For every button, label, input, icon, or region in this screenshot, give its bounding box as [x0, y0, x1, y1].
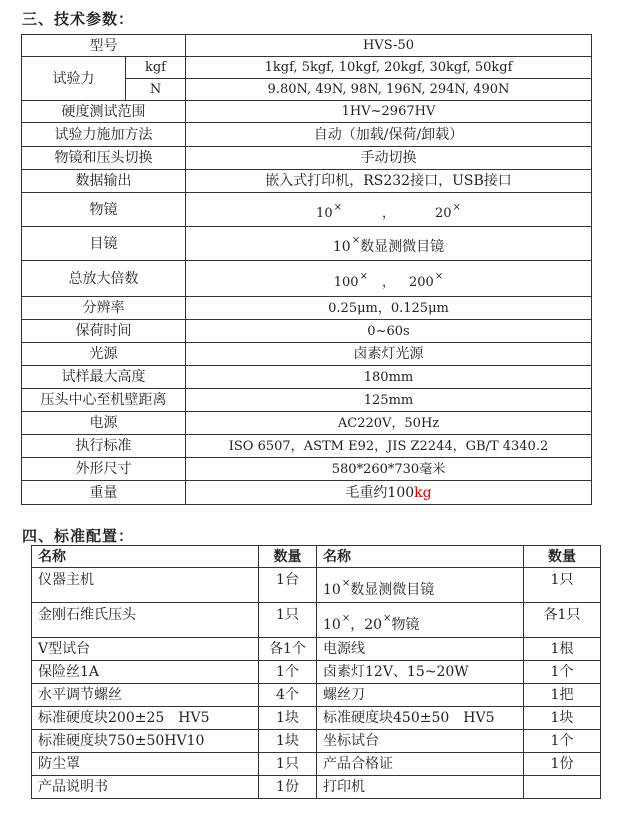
objective-text: 物镜: [391, 617, 420, 633]
spec-unit: N: [126, 79, 186, 101]
config-row: [32, 707, 601, 730]
header-name: 名称: [317, 546, 524, 568]
times-sign: ×: [383, 613, 392, 624]
config-row: [32, 638, 601, 661]
weight-unit: kg: [414, 484, 432, 501]
section4-title: 四、标准配置：: [22, 527, 135, 545]
spec-value: [186, 193, 592, 227]
spec-value: 1kgf, 5kgf, 10kgf, 20kgf, 30kgf, 50kgf: [186, 57, 592, 79]
item-name: [317, 568, 524, 603]
times-sign: ×: [341, 613, 351, 624]
times-sign: ×: [434, 271, 444, 282]
spec-unit: kgf: [126, 57, 186, 79]
config-header-row: [32, 546, 601, 568]
item-qty: 1把: [524, 684, 601, 707]
spec-value: 0.25μm，0.125μm: [186, 297, 592, 320]
item-qty: [524, 776, 601, 799]
spec-value: AC220V，50Hz: [186, 412, 592, 435]
config-row: [32, 661, 601, 684]
spec-row-model: [22, 35, 592, 57]
item-qty: 1只: [524, 568, 601, 603]
item-qty: 各1只: [524, 603, 601, 638]
separator: ，: [381, 206, 395, 221]
item-name: 保险丝1A: [32, 661, 259, 684]
spec-label: 重量: [22, 481, 186, 505]
item-name: 螺丝刀: [317, 684, 524, 707]
config-row: [32, 776, 601, 799]
spec-value: [186, 261, 592, 297]
config-row: [32, 568, 601, 603]
spec-value: 0~60s: [186, 320, 592, 343]
objective-value-1: 10: [316, 206, 333, 221]
item-qty: 1份: [259, 776, 317, 799]
spec-label: 保荷时间: [22, 320, 186, 343]
spec-row-light: [22, 343, 592, 366]
spec-label: 电源: [22, 412, 186, 435]
weight-text: 毛重约100: [345, 484, 415, 501]
times-sign: ×: [351, 234, 361, 246]
spec-value: 嵌入式打印机，RS232接口，USB接口: [186, 170, 592, 193]
spec-label: 外形尺寸: [22, 458, 186, 481]
spec-row-weight: [22, 481, 592, 505]
item-name: 打印机: [317, 776, 524, 799]
spec-row-magnification: [22, 261, 592, 297]
item-name: 标准硬度块200±25 HV5: [32, 707, 259, 730]
spec-label: 物镜和压头切换: [22, 147, 186, 170]
magnification-value-1: 100: [333, 275, 359, 290]
spec-value: [186, 227, 592, 261]
magnification-value-2: 200: [409, 275, 434, 290]
spec-label: 试样最大高度: [22, 366, 186, 389]
item-qty: 1块: [259, 730, 317, 753]
spec-value: ISO 6507，ASTM E92，JIS Z2244，GB/T 4340.2: [186, 435, 592, 458]
config-row: [32, 684, 601, 707]
spec-label: 物镜: [22, 193, 186, 227]
spec-label: 执行标准: [22, 435, 186, 458]
item-qty: 4个: [259, 684, 317, 707]
spec-label: 试验力施加方法: [22, 123, 186, 147]
item-qty: 1份: [524, 753, 601, 776]
spec-label: 总放大倍数: [22, 261, 186, 297]
config-table: [31, 545, 601, 799]
spec-row-switch: [22, 147, 592, 170]
spec-value: 自动（加载/保荷/卸载）: [186, 123, 592, 147]
spec-value: 手动切换: [186, 147, 592, 170]
spec-row-standard: [22, 435, 592, 458]
spec-label: 光源: [22, 343, 186, 366]
item-name: 产品合格证: [317, 753, 524, 776]
eyepiece-number: 10: [323, 582, 341, 598]
spec-label: 目镜: [22, 227, 186, 261]
spec-value: HVS-50: [186, 35, 592, 57]
spec-label: 硬度测试范围: [22, 101, 186, 123]
spec-row-objective: [22, 193, 592, 227]
spec-value: 580*260*730毫米: [186, 458, 592, 481]
objective-value-2: 20: [435, 206, 452, 221]
spec-row-range: [22, 101, 592, 123]
item-qty: 1台: [259, 568, 317, 603]
spec-value: 125mm: [186, 389, 592, 412]
item-name: 防尘罩: [32, 753, 259, 776]
spec-row-apply: [22, 123, 592, 147]
spec-row-dwell: [22, 320, 592, 343]
separator: ，: [381, 275, 395, 290]
separator: ，: [350, 617, 365, 633]
spec-table: [21, 34, 592, 505]
spec-label: 分辨率: [22, 297, 186, 320]
section3-title: 三、技术参数：: [22, 10, 135, 28]
spec-value: 卤素灯光源: [186, 343, 592, 366]
spec-row-dimensions: [22, 458, 592, 481]
item-qty: 1个: [524, 730, 601, 753]
item-qty: 各1个: [259, 638, 317, 661]
spec-label: 数据输出: [22, 170, 186, 193]
spec-row-output: [22, 170, 592, 193]
spec-value: [186, 481, 592, 505]
times-sign: ×: [452, 202, 461, 213]
item-name: 产品说明书: [32, 776, 259, 799]
objective-number: 10: [323, 617, 341, 633]
item-name: 卤素灯12V、15~20W: [317, 661, 524, 684]
spec-label: 型号: [22, 35, 186, 57]
config-row: [32, 753, 601, 776]
spec-row-resolution: [22, 297, 592, 320]
eyepiece-text: 数显测微目镜: [360, 238, 445, 255]
item-qty: 1个: [524, 661, 601, 684]
header-name: 名称: [32, 546, 259, 568]
item-name: 标准硬度块450±50 HV5: [317, 707, 524, 730]
spec-row-force-kgf: [22, 57, 592, 79]
eyepiece-value: 10: [332, 238, 351, 255]
item-qty: 1只: [259, 753, 317, 776]
item-name: V型试台: [32, 638, 259, 661]
times-sign: ×: [333, 202, 342, 213]
spec-row-eyepiece: [22, 227, 592, 261]
spec-value: 1HV~2967HV: [186, 101, 592, 123]
config-row: [32, 603, 601, 638]
item-name: [317, 603, 524, 638]
times-sign: ×: [341, 578, 351, 589]
item-qty: 1只: [259, 603, 317, 638]
spec-label: 压头中心至机壁距离: [22, 389, 186, 412]
spec-row-throat: [22, 389, 592, 412]
spec-value: 9.80N, 49N, 98N, 196N, 294N, 490N: [186, 79, 592, 101]
objective-number: 20: [364, 617, 383, 633]
item-qty: 1根: [524, 638, 601, 661]
item-name: 电源线: [317, 638, 524, 661]
spec-label: 试验力: [22, 57, 126, 101]
item-name: 标准硬度块750±50HV10: [32, 730, 259, 753]
spec-value: 180mm: [186, 366, 592, 389]
config-row: [32, 730, 601, 753]
times-sign: ×: [359, 271, 368, 282]
item-name: 坐标试台: [317, 730, 524, 753]
spec-row-power: [22, 412, 592, 435]
header-qty: 数量: [524, 546, 601, 568]
header-qty: 数量: [259, 546, 317, 568]
item-name: 水平调节螺丝: [32, 684, 259, 707]
item-name: 金刚石维氏压头: [32, 603, 259, 638]
eyepiece-text: 数显测微目镜: [350, 582, 435, 598]
item-name: 仪器主机: [32, 568, 259, 603]
spec-row-height: [22, 366, 592, 389]
item-qty: 1个: [259, 661, 317, 684]
item-qty: 1块: [259, 707, 317, 730]
item-qty: 1块: [524, 707, 601, 730]
